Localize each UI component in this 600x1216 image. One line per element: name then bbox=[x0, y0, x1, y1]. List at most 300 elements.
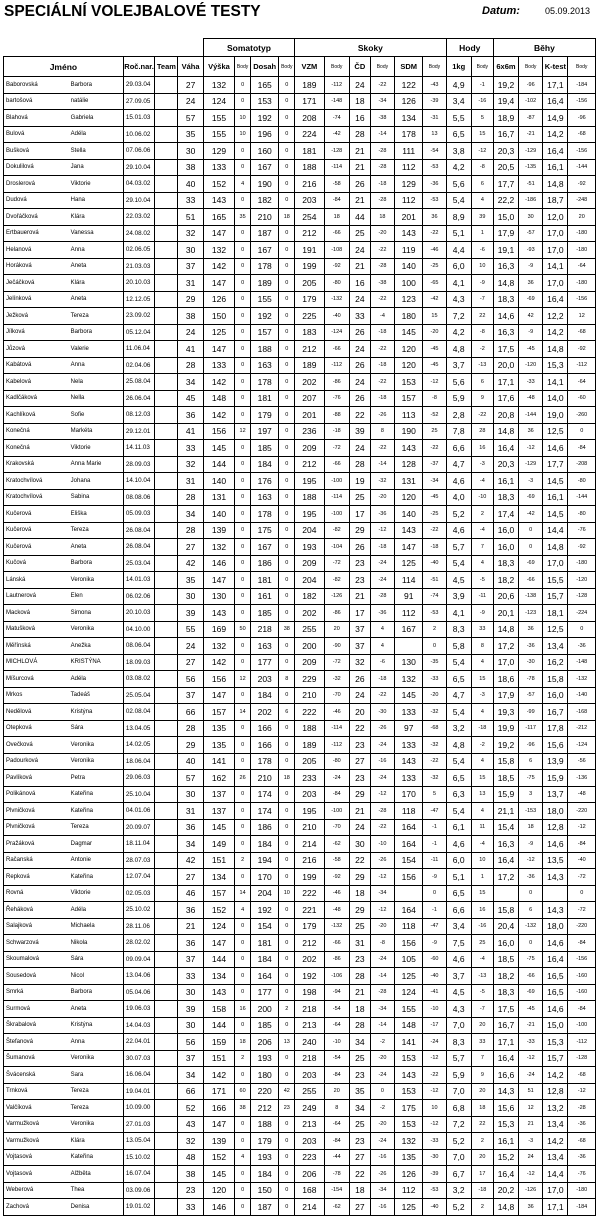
cell-reach-points: 0 bbox=[279, 1133, 295, 1150]
table-row bbox=[4, 555, 596, 572]
cell-sdm: 125 bbox=[395, 968, 423, 985]
cell-sdm-points: -40 bbox=[423, 968, 446, 985]
cell-reach-points: 0 bbox=[279, 869, 295, 886]
cell-team bbox=[155, 192, 178, 209]
cell-reach-points: 2 bbox=[279, 1001, 295, 1018]
cell-vzm: 222 bbox=[295, 885, 324, 902]
table-row bbox=[4, 374, 596, 391]
cell-height-points: 0 bbox=[235, 654, 251, 671]
cell-reach-points: 0 bbox=[279, 935, 295, 952]
cell-sdm-points: 13 bbox=[423, 126, 446, 143]
cell-sdm-points: -45 bbox=[423, 357, 446, 374]
cell-cd: 22 bbox=[349, 1166, 370, 1183]
date-label: Datum: bbox=[482, 5, 520, 17]
cell-throw-points: -10 bbox=[471, 489, 493, 506]
cell-first-name: Nikola bbox=[69, 935, 124, 952]
cell-height-points: 0 bbox=[235, 308, 251, 325]
table-row bbox=[4, 357, 596, 374]
cell-first-name: Valerie bbox=[69, 341, 124, 358]
cell-vzm: 201 bbox=[295, 407, 324, 424]
cell-birth-date: 18.06.04 bbox=[123, 753, 155, 770]
cell-height-points: 4 bbox=[235, 1149, 251, 1166]
cell-reach: 193 bbox=[251, 1149, 279, 1166]
cell-run-6x6m-points: 12 bbox=[519, 1100, 543, 1117]
cell-sdm: 190 bbox=[395, 423, 423, 440]
cell-team bbox=[155, 291, 178, 308]
cell-birth-date: 21.03.03 bbox=[123, 258, 155, 275]
cell-weight: 30 bbox=[178, 786, 203, 803]
cell-vzm: 202 bbox=[295, 374, 324, 391]
cell-height-points: 0 bbox=[235, 506, 251, 523]
cell-weight: 21 bbox=[178, 918, 203, 935]
cell-throw-1kg: 5,4 bbox=[446, 704, 471, 721]
cell-team bbox=[155, 902, 178, 919]
cell-first-name: Adéla bbox=[69, 671, 124, 688]
cell-sdm-points: -34 bbox=[423, 473, 446, 490]
cell-reach: 185 bbox=[251, 605, 279, 622]
cell-k-test: 14,6 bbox=[543, 440, 568, 457]
cell-run-6x6m: 16,7 bbox=[493, 1017, 518, 1034]
cell-vzm-points: -66 bbox=[324, 935, 349, 952]
cell-run-6x6m-points: 30 bbox=[519, 209, 543, 226]
cell-height: 120 bbox=[203, 1182, 235, 1199]
cell-team bbox=[155, 588, 178, 605]
cell-throw-1kg: 3,7 bbox=[446, 968, 471, 985]
cell-k-test-points: -156 bbox=[568, 291, 596, 308]
cell-cd-points: -20 bbox=[370, 225, 394, 242]
cell-cd-points: -36 bbox=[370, 605, 394, 622]
cell-throw-points: -18 bbox=[471, 1182, 493, 1199]
cell-sdm-points: -31 bbox=[423, 110, 446, 127]
cell-vzm: 209 bbox=[295, 555, 324, 572]
cell-throw-points: -22 bbox=[471, 407, 493, 424]
cell-sdm-points: -40 bbox=[423, 555, 446, 572]
table-row bbox=[4, 869, 596, 886]
cell-height-points: 0 bbox=[235, 836, 251, 853]
cell-k-test-points: -184 bbox=[568, 1199, 596, 1216]
group-skoky: Skoky bbox=[295, 39, 446, 57]
cell-team bbox=[155, 605, 178, 622]
cell-height-points: 0 bbox=[235, 951, 251, 968]
cell-sdm-points: -1 bbox=[423, 836, 446, 853]
cell-run-6x6m: 16,0 bbox=[493, 522, 518, 539]
cell-sdm: 125 bbox=[395, 555, 423, 572]
table-row bbox=[4, 1001, 596, 1018]
cell-cd: 26 bbox=[349, 539, 370, 556]
cell-vzm: 214 bbox=[295, 836, 324, 853]
cell-first-name: Jana bbox=[69, 159, 124, 176]
col-jmeno: Jméno bbox=[4, 57, 124, 77]
cell-surname: Baborovská bbox=[4, 77, 69, 94]
cell-height: 152 bbox=[203, 1149, 235, 1166]
cell-birth-date: 15.01.03 bbox=[123, 110, 155, 127]
table-row bbox=[4, 341, 596, 358]
cell-weight: 29 bbox=[178, 737, 203, 754]
cell-throw-1kg: 5,2 bbox=[446, 506, 471, 523]
cell-sdm-points: -22 bbox=[423, 753, 446, 770]
cell-vzm-points: -88 bbox=[324, 407, 349, 424]
cell-team bbox=[155, 522, 178, 539]
cell-weight: 28 bbox=[178, 489, 203, 506]
cell-first-name: Kateřina bbox=[69, 1149, 124, 1166]
cell-height-points: 0 bbox=[235, 275, 251, 292]
cell-vzm-points: -112 bbox=[324, 357, 349, 374]
cell-height: 147 bbox=[203, 1116, 235, 1133]
cell-reach-points: 0 bbox=[279, 1067, 295, 1084]
cell-team bbox=[155, 423, 178, 440]
cell-throw-points: 28 bbox=[471, 423, 493, 440]
cell-surname: Dvořáčková bbox=[4, 209, 69, 226]
cell-k-test: 16,2 bbox=[543, 654, 568, 671]
cell-reach: 176 bbox=[251, 473, 279, 490]
cell-sdm: 167 bbox=[395, 621, 423, 638]
cell-birth-date: 29.10.04 bbox=[123, 192, 155, 209]
cell-reach-points: 0 bbox=[279, 489, 295, 506]
cell-vzm: 168 bbox=[295, 1182, 324, 1199]
cell-height: 157 bbox=[203, 885, 235, 902]
cell-reach: 188 bbox=[251, 1116, 279, 1133]
cell-reach: 194 bbox=[251, 852, 279, 869]
cell-k-test: 14,0 bbox=[543, 390, 568, 407]
cell-surname: Matušková bbox=[4, 621, 69, 638]
cell-reach: 185 bbox=[251, 440, 279, 457]
cell-team bbox=[155, 984, 178, 1001]
cell-reach-points: 0 bbox=[279, 852, 295, 869]
cell-k-test: 15,3 bbox=[543, 357, 568, 374]
cell-sdm-points: -68 bbox=[423, 720, 446, 737]
cell-reach: 181 bbox=[251, 935, 279, 952]
cell-sdm-points: -53 bbox=[423, 192, 446, 209]
col-1kg: 1kg bbox=[446, 57, 471, 77]
cell-throw-1kg: 7,2 bbox=[446, 308, 471, 325]
cell-height-points: 2 bbox=[235, 1050, 251, 1067]
cell-reach: 170 bbox=[251, 869, 279, 886]
cell-surname: bartošová bbox=[4, 93, 69, 110]
cell-throw-1kg: 7,5 bbox=[446, 935, 471, 952]
table-row bbox=[4, 423, 596, 440]
cell-k-test: 16,4 bbox=[543, 143, 568, 160]
cell-run-6x6m: 15,8 bbox=[493, 902, 518, 919]
cell-reach-points: 0 bbox=[279, 291, 295, 308]
cell-run-6x6m: 18,2 bbox=[493, 572, 518, 589]
cell-birth-date: 26.08.04 bbox=[123, 539, 155, 556]
cell-k-test: 12,8 bbox=[543, 819, 568, 836]
cell-throw-points: 6 bbox=[471, 374, 493, 391]
cell-weight: 34 bbox=[178, 836, 203, 853]
cell-k-test-points: -96 bbox=[568, 110, 596, 127]
cell-reach: 163 bbox=[251, 638, 279, 655]
cell-team bbox=[155, 918, 178, 935]
cell-first-name: Aneta bbox=[69, 291, 124, 308]
cell-k-test-points: -56 bbox=[568, 753, 596, 770]
cell-sdm: 133 bbox=[395, 737, 423, 754]
cell-first-name: Klára bbox=[69, 1133, 124, 1150]
cell-cd-points: -12 bbox=[370, 522, 394, 539]
cell-throw-1kg: 4,6 bbox=[446, 836, 471, 853]
cell-weight: 32 bbox=[178, 225, 203, 242]
cell-birth-date: 02.04.06 bbox=[123, 357, 155, 374]
cell-weight: 55 bbox=[178, 621, 203, 638]
cell-reach-points: 0 bbox=[279, 407, 295, 424]
cell-reach-points: 0 bbox=[279, 473, 295, 490]
cell-cd: 24 bbox=[349, 341, 370, 358]
cell-reach-points: 0 bbox=[279, 605, 295, 622]
cell-height: 132 bbox=[203, 242, 235, 259]
cell-k-test: 12,8 bbox=[543, 1083, 568, 1100]
cell-first-name: natálie bbox=[69, 93, 124, 110]
cell-sdm-points: -12 bbox=[423, 1050, 446, 1067]
cell-run-6x6m: 17,5 bbox=[493, 1001, 518, 1018]
cell-k-test-points: -12 bbox=[568, 819, 596, 836]
cell-reach: 200 bbox=[251, 1001, 279, 1018]
cell-vzm-points: -82 bbox=[324, 572, 349, 589]
cell-surname: Jelínková bbox=[4, 291, 69, 308]
cell-cd: 24 bbox=[349, 242, 370, 259]
cell-reach: 177 bbox=[251, 654, 279, 671]
cell-reach: 220 bbox=[251, 1083, 279, 1100]
cell-k-test-points: -148 bbox=[568, 654, 596, 671]
cell-throw-1kg: 5,9 bbox=[446, 1067, 471, 1084]
cell-height-points: 12 bbox=[235, 671, 251, 688]
cell-sdm-points: -46 bbox=[423, 242, 446, 259]
table-row bbox=[4, 77, 596, 94]
cell-cd: 24 bbox=[349, 440, 370, 457]
cell-vzm: 212 bbox=[295, 456, 324, 473]
cell-throw-1kg: 6,1 bbox=[446, 819, 471, 836]
cell-vzm-points: -84 bbox=[324, 192, 349, 209]
table-row bbox=[4, 687, 596, 704]
cell-k-test-points: -132 bbox=[568, 671, 596, 688]
cell-throw-points: 4 bbox=[471, 192, 493, 209]
cell-reach: 202 bbox=[251, 704, 279, 721]
cell-throw-1kg: 4,5 bbox=[446, 572, 471, 589]
cell-reach: 177 bbox=[251, 984, 279, 1001]
cell-k-test: 17,7 bbox=[543, 456, 568, 473]
cell-surname: Horáková bbox=[4, 258, 69, 275]
cell-height: 143 bbox=[203, 605, 235, 622]
cell-throw-1kg: 6,3 bbox=[446, 786, 471, 803]
table-row bbox=[4, 704, 596, 721]
cell-cd-points: -36 bbox=[370, 506, 394, 523]
cell-cd: 21 bbox=[349, 588, 370, 605]
cell-first-name: Anna bbox=[69, 242, 124, 259]
table-row bbox=[4, 819, 596, 836]
cell-cd-points: 4 bbox=[370, 638, 394, 655]
cell-cd: 26 bbox=[349, 324, 370, 341]
cell-height-points: 14 bbox=[235, 885, 251, 902]
cell-surname: Mrkos bbox=[4, 687, 69, 704]
cell-k-test: 14,4 bbox=[543, 1166, 568, 1183]
cell-surname: Rovná bbox=[4, 885, 69, 902]
cell-reach: 184 bbox=[251, 836, 279, 853]
cell-birth-date: 26.08.04 bbox=[123, 522, 155, 539]
cell-vzm-points: 20 bbox=[324, 621, 349, 638]
group-hody: Hody bbox=[446, 39, 493, 57]
cell-height-points: 35 bbox=[235, 209, 251, 226]
cell-vzm: 216 bbox=[295, 176, 324, 193]
cell-vzm-points: -72 bbox=[324, 440, 349, 457]
cell-birth-date: 12.12.05 bbox=[123, 291, 155, 308]
cell-birth-date: 28.02.02 bbox=[123, 935, 155, 952]
cell-k-test: 16,5 bbox=[543, 968, 568, 985]
cell-team bbox=[155, 506, 178, 523]
cell-vzm: 182 bbox=[295, 588, 324, 605]
cell-height: 129 bbox=[203, 143, 235, 160]
cell-run-6x6m: 14,8 bbox=[493, 1199, 518, 1216]
cell-first-name: Viktorie bbox=[69, 176, 124, 193]
cell-weight: 37 bbox=[178, 258, 203, 275]
cell-k-test: 15,8 bbox=[543, 671, 568, 688]
cell-height: 155 bbox=[203, 110, 235, 127]
cell-vzm-points: -64 bbox=[324, 1017, 349, 1034]
cell-reach-points: 0 bbox=[279, 258, 295, 275]
cell-height: 169 bbox=[203, 621, 235, 638]
cell-cd: 16 bbox=[349, 110, 370, 127]
cell-run-6x6m-points: -9 bbox=[519, 324, 543, 341]
table-row bbox=[4, 786, 596, 803]
cell-team bbox=[155, 1050, 178, 1067]
cell-height: 132 bbox=[203, 539, 235, 556]
cell-reach-points: 0 bbox=[279, 1017, 295, 1034]
col-6x6m: 6x6m bbox=[493, 57, 518, 77]
cell-k-test-points: -260 bbox=[568, 407, 596, 424]
cell-team bbox=[155, 753, 178, 770]
cell-reach-points: 0 bbox=[279, 968, 295, 985]
table-row bbox=[4, 803, 596, 820]
cell-run-6x6m-points: -135 bbox=[519, 159, 543, 176]
cell-weight: 30 bbox=[178, 1017, 203, 1034]
cell-run-6x6m: 20,0 bbox=[493, 357, 518, 374]
cell-sdm: 143 bbox=[395, 225, 423, 242]
cell-cd: 27 bbox=[349, 1199, 370, 1216]
cell-team bbox=[155, 258, 178, 275]
cell-surname: Surmová bbox=[4, 1001, 69, 1018]
cell-birth-date: 08.12.03 bbox=[123, 407, 155, 424]
cell-first-name: Veronika bbox=[69, 753, 124, 770]
cell-run-6x6m: 16,3 bbox=[493, 836, 518, 853]
cell-throw-1kg: 5,4 bbox=[446, 654, 471, 671]
cell-vzm: 221 bbox=[295, 902, 324, 919]
cell-sdm-points: -25 bbox=[423, 506, 446, 523]
cell-height-points: 0 bbox=[235, 737, 251, 754]
cell-height: 149 bbox=[203, 836, 235, 853]
cell-run-6x6m: 16,4 bbox=[493, 852, 518, 869]
table-row bbox=[4, 671, 596, 688]
cell-k-test-points: -72 bbox=[568, 902, 596, 919]
cell-run-6x6m-points: 18 bbox=[519, 819, 543, 836]
cell-throw-1kg: 5,1 bbox=[446, 869, 471, 886]
cell-throw-1kg: 4,6 bbox=[446, 522, 471, 539]
table-row bbox=[4, 489, 596, 506]
cell-vzm-points: 8 bbox=[324, 1100, 349, 1117]
cell-surname: Plvničková bbox=[4, 819, 69, 836]
cell-k-test-points: -160 bbox=[568, 968, 596, 985]
cell-k-test: 17,1 bbox=[543, 77, 568, 94]
cell-cd: 30 bbox=[349, 836, 370, 853]
cell-run-6x6m-points: 24 bbox=[519, 1149, 543, 1166]
cell-reach: 188 bbox=[251, 341, 279, 358]
cell-k-test-points: -156 bbox=[568, 951, 596, 968]
cell-cd-points: -26 bbox=[370, 1166, 394, 1183]
cell-k-test-points: 0 bbox=[568, 621, 596, 638]
cell-sdm: 201 bbox=[395, 209, 423, 226]
cell-run-6x6m-points: 6 bbox=[519, 902, 543, 919]
cell-vzm: 195 bbox=[295, 506, 324, 523]
cell-weight: 48 bbox=[178, 1149, 203, 1166]
cell-vzm: 203 bbox=[295, 1067, 324, 1084]
cell-height: 145 bbox=[203, 440, 235, 457]
cell-run-6x6m-points: -93 bbox=[519, 242, 543, 259]
cell-cd-points: 8 bbox=[370, 423, 394, 440]
cell-cd-points: -22 bbox=[370, 291, 394, 308]
cell-birth-date: 16.07.04 bbox=[123, 1166, 155, 1183]
cell-height-points: 16 bbox=[235, 1001, 251, 1018]
cell-sdm-points: -11 bbox=[423, 852, 446, 869]
cell-reach-points: 0 bbox=[279, 803, 295, 820]
cell-vzm-points: -40 bbox=[324, 308, 349, 325]
cell-reach: 190 bbox=[251, 176, 279, 193]
cell-cd: 39 bbox=[349, 423, 370, 440]
cell-height: 124 bbox=[203, 93, 235, 110]
cell-birth-date: 14.01.03 bbox=[123, 572, 155, 589]
cell-reach-points: 0 bbox=[279, 374, 295, 391]
cell-sdm: 100 bbox=[395, 275, 423, 292]
cell-cd: 20 bbox=[349, 704, 370, 721]
cell-reach: 179 bbox=[251, 407, 279, 424]
table-row bbox=[4, 506, 596, 523]
cell-vzm: 179 bbox=[295, 918, 324, 935]
cell-cd-points: -26 bbox=[370, 407, 394, 424]
col-body: Body bbox=[324, 57, 349, 77]
cell-weight: 35 bbox=[178, 572, 203, 589]
cell-reach-points: 0 bbox=[279, 737, 295, 754]
cell-height: 143 bbox=[203, 192, 235, 209]
cell-vzm: 212 bbox=[295, 341, 324, 358]
cell-run-6x6m: 16,4 bbox=[493, 1050, 518, 1067]
cell-throw-points: 33 bbox=[471, 1034, 493, 1051]
table-row bbox=[4, 918, 596, 935]
cell-throw-1kg: 5,2 bbox=[446, 1199, 471, 1216]
cell-vzm-points: -94 bbox=[324, 984, 349, 1001]
cell-birth-date: 08.06.04 bbox=[123, 638, 155, 655]
cell-first-name: Anna bbox=[69, 357, 124, 374]
cell-height: 142 bbox=[203, 654, 235, 671]
cell-run-6x6m-points: -123 bbox=[519, 605, 543, 622]
cell-cd: 24 bbox=[349, 374, 370, 391]
cell-k-test: 14,2 bbox=[543, 126, 568, 143]
cell-cd-points: -34 bbox=[370, 1182, 394, 1199]
cell-sdm: 130 bbox=[395, 654, 423, 671]
cell-vzm: 233 bbox=[295, 770, 324, 787]
cell-first-name: Nella bbox=[69, 390, 124, 407]
cell-throw-points: 22 bbox=[471, 308, 493, 325]
cell-vzm: 179 bbox=[295, 291, 324, 308]
cell-reach-points: 0 bbox=[279, 192, 295, 209]
cell-reach-points: 0 bbox=[279, 176, 295, 193]
cell-vzm-points: -66 bbox=[324, 225, 349, 242]
cell-birth-date: 29.10.04 bbox=[123, 159, 155, 176]
cell-weight: 35 bbox=[178, 126, 203, 143]
cell-team bbox=[155, 770, 178, 787]
cell-k-test-points: -180 bbox=[568, 242, 596, 259]
cell-reach: 186 bbox=[251, 555, 279, 572]
cell-height: 140 bbox=[203, 506, 235, 523]
cell-vzm: 204 bbox=[295, 572, 324, 589]
cell-run-6x6m: 18,9 bbox=[493, 110, 518, 127]
cell-height-points: 0 bbox=[235, 1133, 251, 1150]
cell-k-test: 12,2 bbox=[543, 308, 568, 325]
cell-sdm: 147 bbox=[395, 539, 423, 556]
